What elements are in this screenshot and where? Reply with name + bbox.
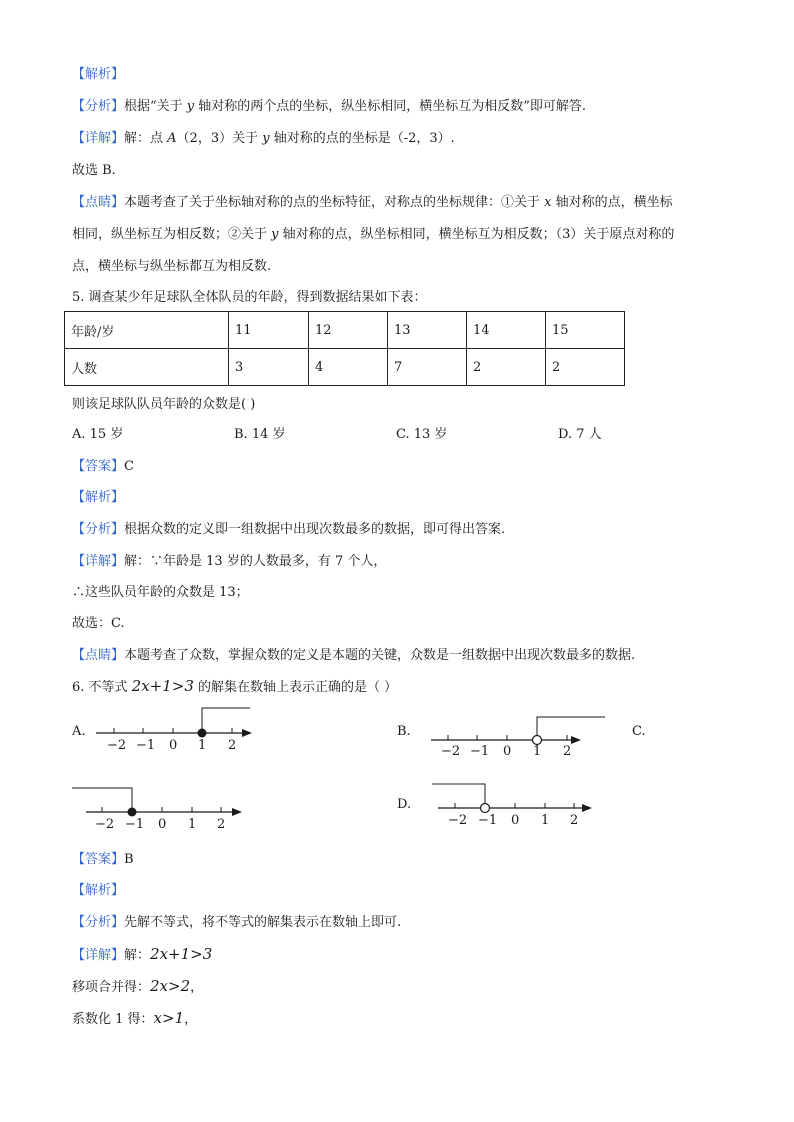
tick-label: −2: [107, 738, 127, 753]
step-math: x>1: [153, 1009, 185, 1027]
detail-math: 2x+1>3: [150, 945, 213, 963]
solution-ray: [537, 717, 605, 736]
q5-detail: [72, 553, 386, 571]
tick-label: 2: [563, 744, 572, 759]
q6-step-2: [72, 1009, 197, 1029]
solution-ray: [202, 708, 250, 733]
analysis-paragraph-1: [72, 98, 586, 116]
number-line-a[interactable]: [90, 700, 260, 752]
table-cell: 14: [467, 312, 546, 349]
answer-tag: 【答案】: [72, 852, 125, 867]
comment-var-x: x: [544, 195, 552, 210]
table-cell: 4: [309, 349, 388, 386]
axis-arrow: [242, 729, 252, 737]
solid-dot: [198, 729, 207, 738]
comment-text-2b: 轴对称的点，纵坐标相同，横坐标互为相反数；（3）关于原点对称的: [278, 227, 675, 242]
hollow-dot: [481, 804, 490, 813]
detail-text-a: 解：点: [124, 131, 168, 146]
axis-arrow: [232, 808, 242, 816]
solid-dot: [128, 808, 137, 817]
analysis-text-b: 轴对称的两个点的坐标，纵坐标相同，横坐标互为相反数”即可解答.: [194, 99, 587, 114]
q5-choose: 故选：C.: [72, 616, 125, 631]
q6-option-b-label[interactable]: B.: [397, 724, 411, 739]
table-row: [65, 349, 625, 386]
step-punct: ，: [184, 1012, 198, 1027]
tick-label: −2: [448, 813, 468, 828]
q5-answer: [72, 458, 134, 476]
tick-label: 1: [533, 744, 542, 759]
jiexi-label-1: 【解析】: [72, 67, 125, 82]
detail-tag: 【详解】: [72, 131, 125, 146]
jiexi-label-2: 【解析】: [72, 490, 125, 505]
tick-label: 2: [228, 738, 237, 753]
q5-option-c[interactable]: C. 13 岁: [396, 427, 448, 442]
q5-option-d[interactable]: D. 7 人: [558, 427, 602, 442]
comment-line-3: 点，横坐标与纵坐标都互为相反数.: [72, 259, 272, 274]
analysis-tag: 【分析】: [72, 915, 125, 930]
table-cell: 12: [309, 312, 388, 349]
tick-label: 0: [158, 817, 167, 832]
table-cell: 2: [467, 349, 546, 386]
comment-tag: 【点睛】: [72, 648, 125, 663]
tick-label: −1: [478, 813, 498, 828]
analysis-text-a: 根据“关于: [124, 99, 187, 114]
table-cell: 3: [229, 349, 309, 386]
tick-label: −2: [95, 817, 115, 832]
tick-label: 0: [503, 744, 512, 759]
q5-option-a[interactable]: A. 15 岁: [72, 427, 124, 442]
comment-tag: 【点睛】: [72, 195, 125, 210]
detail-paragraph-1: [72, 130, 455, 148]
tick-label: 2: [217, 817, 226, 832]
comment-line-2: [72, 226, 674, 244]
comment-text: 本题考查了众数，掌握众数的定义是本题的关键，众数是一组数据中出现次数最多的数据.: [124, 648, 636, 663]
detail-text: 解：: [124, 948, 151, 963]
table-header-count: 人数: [65, 349, 229, 386]
comment-text-1a: 本题考查了关于坐标轴对称的点的坐标特征，对称点的坐标规律：①关于: [124, 195, 545, 210]
table-cell: 15: [546, 312, 625, 349]
q6-stem-post: 的解集在数轴上表示正确的是（ ）: [193, 680, 398, 695]
hollow-dot: [533, 736, 542, 745]
table-cell: 11: [229, 312, 309, 349]
analysis-tag: 【分析】: [72, 522, 125, 537]
jiexi-label-3: 【解析】: [72, 883, 125, 898]
choose-line-1: 故选 B.: [72, 163, 116, 178]
tick-label: −1: [136, 738, 156, 753]
q6-stem-math: 2x+1>3: [131, 677, 194, 695]
comment-text-1b: 轴对称的点，横坐标: [551, 195, 673, 210]
answer-value: C: [124, 459, 134, 474]
number-line-d[interactable]: [428, 780, 603, 832]
q6-detail: [72, 945, 212, 965]
tick-label: −1: [125, 817, 145, 832]
tick-label: 1: [198, 738, 207, 753]
number-line-c[interactable]: [70, 782, 260, 834]
detail-point-a: A: [167, 131, 177, 146]
q6-step-1: [72, 977, 203, 997]
q6-stem: [72, 677, 397, 697]
q5-therefore: ∴这些队员年龄的众数是 13；: [72, 585, 249, 600]
table-cell: 2: [546, 349, 625, 386]
age-table: [64, 311, 625, 386]
detail-text-b: （2，3）关于: [176, 131, 263, 146]
q5-stem: 5. 调查某少年足球队全体队员的年龄，得到数据结果如下表：: [72, 290, 427, 305]
axis-arrow: [582, 804, 592, 812]
step-text: 系数化 1 得：: [72, 1012, 154, 1027]
detail-tag: 【详解】: [72, 948, 125, 963]
number-line-b[interactable]: [425, 709, 590, 759]
q5-comment: [72, 647, 635, 665]
q5-question: 则该足球队队员年龄的众数是( ): [72, 397, 256, 412]
tick-label: 1: [541, 813, 550, 828]
tick-label: 0: [511, 813, 520, 828]
step-punct: ，: [190, 980, 204, 995]
detail-tag: 【详解】: [72, 554, 125, 569]
detail-text: 解：∵年龄是 13 岁的人数最多，有 7 个人，: [124, 554, 387, 569]
solution-ray: [432, 784, 485, 804]
comment-line-1: [72, 194, 673, 212]
detail-var: y: [262, 131, 270, 146]
table-row: [65, 312, 625, 349]
answer-value: B: [124, 852, 134, 867]
table-cell: 13: [388, 312, 467, 349]
analysis-text: 先解不等式，将不等式的解集表示在数轴上即可.: [124, 915, 402, 930]
analysis-tag: 【分析】: [72, 99, 125, 114]
tick-label: 0: [169, 738, 178, 753]
q6-option-d-label[interactable]: D.: [397, 797, 412, 812]
q5-option-b[interactable]: B. 14 岁: [234, 427, 286, 442]
q6-analysis: [72, 914, 401, 932]
tick-label: −1: [470, 744, 490, 759]
tick-label: 1: [188, 817, 197, 832]
table-header-age: 年龄/岁: [65, 312, 229, 349]
analysis-var: y: [186, 99, 195, 114]
tick-label: −2: [441, 744, 461, 759]
tick-label: 2: [570, 813, 579, 828]
q6-answer: [72, 851, 134, 869]
detail-text-c: 轴对称的点的坐标是（-2，3）.: [269, 131, 455, 146]
q6-option-a-label[interactable]: A.: [72, 724, 86, 739]
q6-option-c-label[interactable]: C.: [632, 724, 646, 739]
q5-analysis: [72, 521, 505, 539]
table-cell: 7: [388, 349, 467, 386]
comment-var-y: y: [271, 227, 279, 242]
answer-tag: 【答案】: [72, 459, 125, 474]
comment-text-2a: 相同，纵坐标互为相反数；②关于: [72, 227, 272, 242]
step-text: 移项合并得：: [72, 980, 151, 995]
analysis-text: 根据众数的定义即一组数据中出现次数最多的数据，即可得出答案.: [124, 522, 506, 537]
step-math: 2x>2: [150, 977, 191, 995]
axis-arrow: [571, 736, 581, 744]
q6-stem-pre: 6. 不等式: [72, 680, 132, 695]
